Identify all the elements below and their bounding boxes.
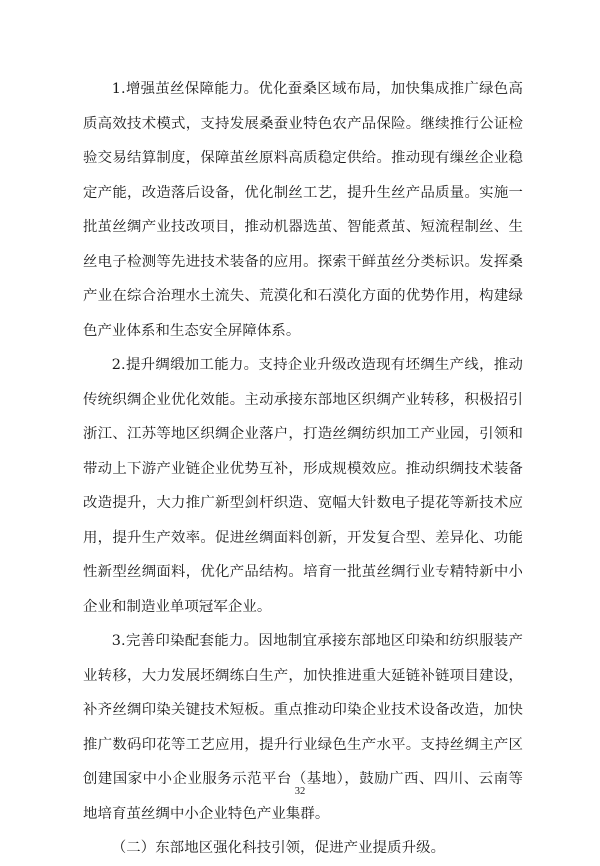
paragraph-cocoon-silk-supply: 1.增强茧丝保障能力。优化蚕桑区域布局，加快集成推广绿色高质高效技术模式，支持发展桑蚕业特色农产品保险。继续推行公证检验交易结算制度，保障茧丝原料高质稳定供给。推动现有缫丝企业稳定产能，改造落后设备，优化制丝工艺，提升生丝产品质量。实施一批茧丝绸产业技改项目，推动机器选茧、智能煮茧、短流程制丝、生丝电子检测等先进技术装备的应用。探索干鲜茧丝分类标识。发挥桑产业在综合治理水土流失、荒漠化和石漠化方面的优势作用，构建绿色产业体系和生态安全屏障体系。 <box>83 81 523 339</box>
paragraph-silk-weaving: 2.提升绸缎加工能力。支持企业升级改造现有坯绸生产线，推动传统织绸企业优化效能。主动承接东部地区织绸产业转移，积极招引浙江、江苏等地区织绸企业落户，打造丝绸纺织加工产业园，引领和带动上下游产业链企业优势互补，形成规模效应。推动织绸技术装备改造提升，大力推广新型剑杆织造、宽幅大针数电子提花等新技术应用，提升生产效率。促进丝绸面料创新，开发复合型、差异化、功能性新型丝绸面料，优化产品结构。培育一批茧丝绸行业专精特新中小企业和制造业单项冠军企业。 <box>83 357 523 615</box>
paragraph-printing-dyeing: 3.完善印染配套能力。因地制宜承接东部地区印染和纺织服装产业转移，大力发展坯绸练白生产，加快推进重大延链补链项目建设，补齐丝绸印染关键技术短板。重点推动印染企业技术设备改造，加快推广数码印花等工艺应用，提升行业绿色生产水平。支持丝绸主产区创建国家中小企业服务示范平台（基地），鼓励广西、四川、云南等地培育茧丝绸中小企业特色产业集群。 <box>83 633 523 822</box>
document-body <box>83 72 523 866</box>
page-number: 32 <box>294 786 306 797</box>
section-heading-eastern-region: （二）东部地区强化科技引领，促进产业提质升级。 <box>111 840 446 856</box>
